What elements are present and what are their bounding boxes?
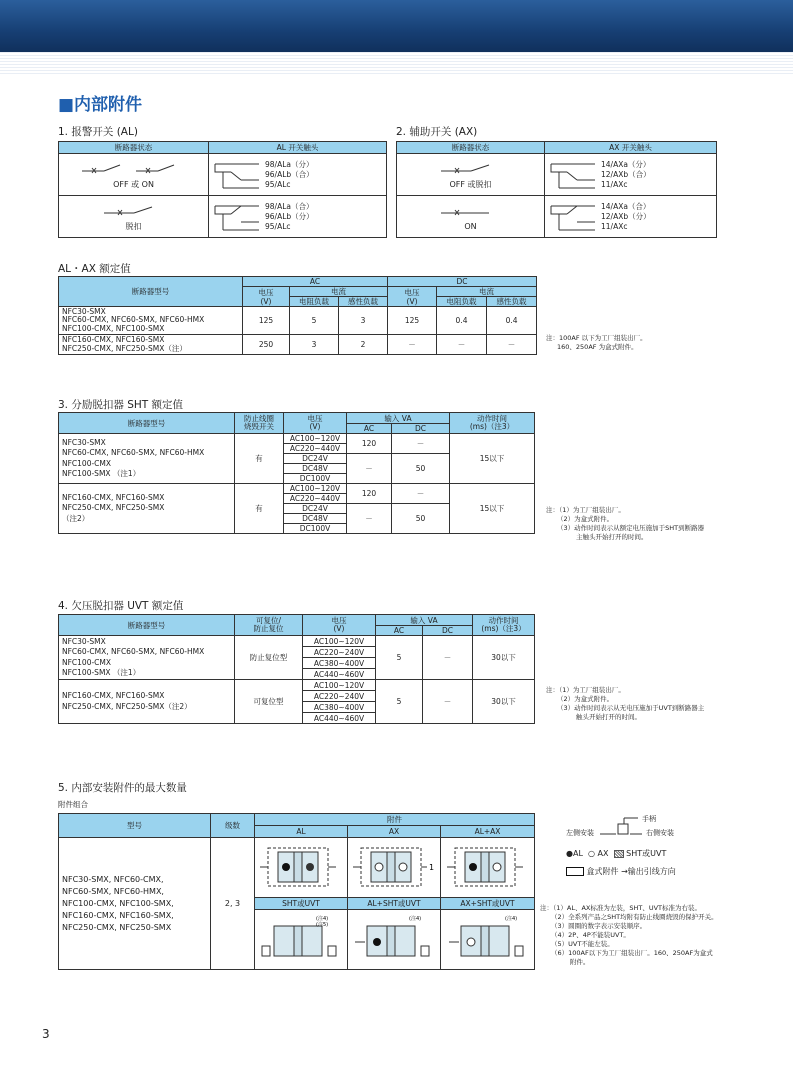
uvt-col-ac: AC — [376, 626, 423, 636]
legend-left: 左侧安装 — [566, 829, 594, 837]
table-cell: DC100V — [284, 524, 347, 534]
note-mark: (注5) — [316, 921, 329, 928]
diagram-ax — [348, 838, 441, 898]
table-cell: 250 — [243, 335, 290, 355]
switch-symbol-icon — [431, 202, 511, 220]
sht-col-voltage: 电压 (V) — [284, 413, 347, 434]
table-cell: 防止复位型 — [235, 636, 303, 680]
contact-label: 14/AXa（分） — [601, 159, 651, 169]
note-line: 注：（1）AL、AX标准为左装，SHT、UVT标准为右装。 — [540, 904, 702, 912]
breaker-ax-icon — [351, 842, 437, 892]
legend-box: 盒式附件 →输出引线方向 — [586, 867, 676, 876]
table-cell: － — [347, 504, 392, 534]
table-cell: AC380~400V — [303, 702, 376, 713]
table-cell: － — [437, 335, 487, 355]
table-cell: － — [347, 454, 392, 484]
alarm-heading: 1. 报警开关 (AL) — [58, 126, 138, 138]
contact-label: 96/ALb（分） — [265, 211, 314, 221]
legend-sht: SHT或UVT — [626, 849, 667, 858]
aux-row2-state-label: ON — [464, 222, 477, 231]
sht-col-input: 输入 VA — [347, 413, 450, 424]
table-cell: 15以下 — [450, 484, 535, 534]
rating-dc-current: 电流 — [437, 287, 537, 297]
table-cell: 0.4 — [487, 307, 537, 335]
uvt-heading: 4. 欠压脱扣器 UVT 额定值 — [58, 600, 184, 612]
max-notes — [540, 904, 718, 967]
contact-label: 95/ALc — [265, 179, 291, 189]
max-col-ax-sht: AX+SHT或UVT — [441, 898, 535, 910]
rating-ac-inductive: 感性负载 — [339, 297, 388, 307]
contact-label: 98/ALa（合） — [265, 201, 314, 211]
rating-dc-inductive: 感性负载 — [487, 297, 537, 307]
table-cell: 0.4 — [437, 307, 487, 335]
table-cell: NFC30-SMX NFC60-CMX, NFC60-SMX, NFC60-HMX NFC100-CMX, NFC100-SMX — [59, 307, 243, 335]
rating-col-ac: AC — [243, 277, 388, 287]
table-cell: NFC160-CMX, NFC160-SMX NFC250-CMX, NFC250-SMX（注2） — [59, 680, 235, 724]
symbol-legend — [566, 848, 666, 859]
table-cell: NFC30-SMX, NFC60-CMX, NFC60-SMX, NFC60-HMX, NFC100-CMX, NFC100-SMX, NFC160-CMX, NFC160-SMX, NFC250-CMX, NFC250-SMX — [59, 838, 211, 970]
breaker-alax-icon — [445, 842, 531, 892]
max-table — [58, 813, 535, 970]
table-cell: 50 — [392, 504, 450, 534]
note-line: （2）为盒式附件。 — [557, 695, 614, 703]
legend-ax: ○ AX — [588, 849, 609, 858]
aux-row1-state — [397, 154, 545, 196]
uvt-col-time: 动作时间 (ms)（注3） — [473, 615, 535, 636]
table-cell: AC100~120V — [303, 680, 376, 691]
max-col-acc: 附件 — [255, 814, 535, 826]
table-cell: 5 — [376, 680, 423, 724]
rating-ac-voltage: 电压 (V) — [243, 287, 290, 307]
sht-col-dc: DC — [392, 424, 450, 434]
table-cell: AC100~120V — [284, 484, 347, 494]
legend-al: ●AL — [566, 849, 583, 858]
alarm-col-contact: AL 开关触头 — [209, 142, 387, 154]
contact-diagram-icon — [547, 200, 601, 234]
table-cell: 3 — [290, 335, 339, 355]
note-line: （3）动作时间表示从无电压施加于UVT到断路器主 — [557, 704, 705, 712]
legend-right: 右侧安装 — [646, 829, 674, 837]
alarm-col-state: 断路器状态 — [59, 142, 209, 154]
contact-label: 98/ALa（分） — [265, 159, 314, 169]
table-cell: － — [423, 636, 473, 680]
uvt-col-dc: DC — [423, 626, 473, 636]
uvt-table — [58, 614, 535, 724]
table-cell: － — [388, 335, 437, 355]
box-accessory-icon — [566, 867, 584, 876]
max-subheading: 附件组合 — [58, 800, 88, 809]
legend-handle: 手柄 — [642, 815, 656, 823]
sht-pattern-icon — [614, 850, 624, 858]
header-banner — [0, 0, 793, 52]
max-col-ax: AX — [348, 826, 441, 838]
alarm-row1-contacts — [209, 154, 387, 196]
table-cell: NFC160-CMX, NFC160-SMX NFC250-CMX, NFC250-SMX （注2） — [59, 484, 235, 534]
max-col-al: AL — [255, 826, 348, 838]
note-line: 注：（1）为工厂组装出厂。 — [546, 506, 625, 514]
table-cell: 125 — [243, 307, 290, 335]
table-cell: 5 — [376, 636, 423, 680]
uvt-col-model: 断路器型号 — [59, 615, 235, 636]
breaker-al-sht-icon — [351, 912, 437, 966]
order-mark: 1 — [429, 862, 435, 872]
breaker-ax-sht-icon — [445, 912, 531, 966]
note-line: （3）圆圈的数字表示安装顺序。 — [551, 922, 647, 930]
breaker-al-icon — [258, 842, 344, 892]
note-line: （2）为盒式附件。 — [557, 515, 614, 523]
aux-row2-contacts — [545, 196, 717, 238]
uvt-col-input: 输入 VA — [376, 615, 473, 626]
table-cell: AC440~460V — [303, 713, 376, 724]
table-cell: 2 — [339, 335, 388, 355]
table-cell: AC100~120V — [284, 434, 347, 444]
aux-col-contact: AX 开关触头 — [545, 142, 717, 154]
table-cell: 3 — [339, 307, 388, 335]
diagram-al — [255, 838, 348, 898]
note-mark: (注4) — [316, 915, 329, 922]
rating-dc-resistive: 电阻负载 — [437, 297, 487, 307]
table-cell: AC220~440V — [284, 444, 347, 454]
contact-label: 11/AXc — [601, 221, 628, 231]
box-legend — [566, 866, 676, 877]
contact-label: 11/AXc — [601, 179, 628, 189]
note-line: 160、250AF 为盒式附件。 — [557, 343, 638, 351]
contact-label: 12/AXb（合） — [601, 169, 651, 179]
aux-heading: 2. 辅助开关 (AX) — [396, 126, 478, 138]
table-cell: DC24V — [284, 504, 347, 514]
page-number: 3 — [42, 1027, 50, 1041]
table-cell: 120 — [347, 484, 392, 504]
rating-col-model: 断路器型号 — [59, 277, 243, 307]
diagram-sht — [255, 910, 348, 970]
aux-row1-contacts — [545, 154, 717, 196]
rating-ac-resistive: 电阻负载 — [290, 297, 339, 307]
table-cell: DC24V — [284, 454, 347, 464]
max-col-al-sht: AL+SHT或UVT — [348, 898, 441, 910]
sht-col-time: 动作时间 (ms)（注3） — [450, 413, 535, 434]
contact-diagram-icon — [211, 200, 265, 234]
note-line: 注：100AF 以下为工厂组装出厂。 — [546, 334, 647, 342]
table-cell: 50 — [392, 454, 450, 484]
alarm-row1-state — [59, 154, 209, 196]
sht-col-prevent: 防止线圈 烧毁开关 — [235, 413, 284, 434]
table-cell: AC220~240V — [303, 647, 376, 658]
table-cell: － — [392, 434, 450, 454]
max-col-model: 型号 — [59, 814, 211, 838]
max-col-sht: SHT或UVT — [255, 898, 348, 910]
contact-label: 95/ALc — [265, 221, 291, 231]
note-line: （4）2P、4P不能装UVT。 — [551, 931, 630, 939]
table-cell: 125 — [388, 307, 437, 335]
table-cell: 2, 3 — [211, 838, 255, 970]
sht-notes — [546, 506, 704, 542]
switch-symbol-icon — [431, 160, 511, 178]
note-mark: (注4) — [504, 915, 517, 922]
rating-table — [58, 276, 537, 355]
uvt-notes — [546, 686, 704, 722]
table-cell: NFC30-SMX NFC60-CMX, NFC60-SMX, NFC60-HMX NFC100-CMX NFC100-SMX （注1） — [59, 434, 235, 484]
alarm-row2-state-label: 脱扣 — [125, 222, 142, 231]
contact-label: 12/AXb（分） — [601, 211, 651, 221]
table-cell: 30以下 — [473, 636, 535, 680]
diagram-al-sht — [348, 910, 441, 970]
sht-col-model: 断路器型号 — [59, 413, 235, 434]
table-cell: DC48V — [284, 514, 347, 524]
note-line: （2）全系列产品之SHT均附有防止线圈烧毁的保护开关。 — [551, 913, 718, 921]
mount-legend — [566, 814, 726, 844]
table-cell: － — [392, 484, 450, 504]
rating-notes — [546, 334, 647, 352]
alarm-table — [58, 141, 387, 238]
table-cell: － — [487, 335, 537, 355]
table-cell: AC220~240V — [303, 691, 376, 702]
table-cell: 有 — [235, 484, 284, 534]
note-line: （5）UVT不能左装。 — [551, 940, 614, 948]
contact-diagram-icon — [211, 158, 265, 192]
alarm-row2-state — [59, 196, 209, 238]
table-cell: 15以下 — [450, 434, 535, 484]
table-cell: 30以下 — [473, 680, 535, 724]
table-cell: NFC30-SMX NFC60-CMX, NFC60-SMX, NFC60-HMX NFC100-CMX NFC100-SMX （注1） — [59, 636, 235, 680]
note-line: 注：（1）为工厂组装出厂。 — [546, 686, 625, 694]
header-stripe — [0, 52, 793, 74]
rating-dc-voltage: 电压 (V) — [388, 287, 437, 307]
table-cell: AC220~440V — [284, 494, 347, 504]
sht-heading: 3. 分励脱扣器 SHT 额定值 — [58, 399, 184, 411]
table-cell: 有 — [235, 434, 284, 484]
breaker-sht-icon — [258, 912, 344, 966]
uvt-col-reset: 可复位/ 防止复位 — [235, 615, 303, 636]
table-cell: AC100~120V — [303, 636, 376, 647]
table-cell: － — [423, 680, 473, 724]
rating-ac-current: 电流 — [290, 287, 388, 297]
max-col-alax: AL+AX — [441, 826, 535, 838]
alarm-row1-state-label: OFF 或 ON — [113, 180, 154, 189]
table-cell: AC440~460V — [303, 669, 376, 680]
aux-row2-state — [397, 196, 545, 238]
contact-diagram-icon — [547, 158, 601, 192]
switch-symbol-icon — [74, 160, 194, 178]
note-line: （6）100AF以下为工厂组装出厂。160、250AF为盒式 — [551, 949, 713, 957]
table-cell: DC48V — [284, 464, 347, 474]
uvt-col-voltage: 电压 (V) — [303, 615, 376, 636]
note-line: 触头开始打开的时间。 — [576, 713, 641, 721]
table-cell: 5 — [290, 307, 339, 335]
table-cell: DC100V — [284, 474, 347, 484]
sht-table — [58, 412, 535, 534]
aux-col-state: 断路器状态 — [397, 142, 545, 154]
table-cell: 可复位型 — [235, 680, 303, 724]
note-line: 附件。 — [570, 958, 590, 966]
switch-symbol-icon — [94, 202, 174, 220]
aux-row1-state-label: OFF 或脱扣 — [449, 180, 492, 189]
diagram-ax-sht — [441, 910, 535, 970]
contact-label: 14/AXa（合） — [601, 201, 651, 211]
diagram-alax — [441, 838, 535, 898]
table-cell: 120 — [347, 434, 392, 454]
table-cell: NFC160-CMX, NFC160-SMX NFC250-CMX, NFC250-SMX（注） — [59, 335, 243, 355]
page-title: ■内部附件 — [58, 95, 143, 115]
alarm-row2-contacts — [209, 196, 387, 238]
note-line: （3）动作时间表示从额定电压施加于SHT到断路器 — [557, 524, 705, 532]
rating-col-dc: DC — [388, 277, 537, 287]
aux-table — [396, 141, 717, 238]
note-line: 主触头开始打开的时间。 — [576, 533, 648, 541]
max-col-poles: 级数 — [211, 814, 255, 838]
sht-col-ac: AC — [347, 424, 392, 434]
rating-heading: AL・AX 额定值 — [58, 263, 131, 275]
contact-label: 96/ALb（合） — [265, 169, 314, 179]
note-mark: (注4) — [409, 915, 422, 922]
max-heading: 5. 内部安装附件的最大数量 — [58, 782, 187, 794]
table-cell: AC380~400V — [303, 658, 376, 669]
